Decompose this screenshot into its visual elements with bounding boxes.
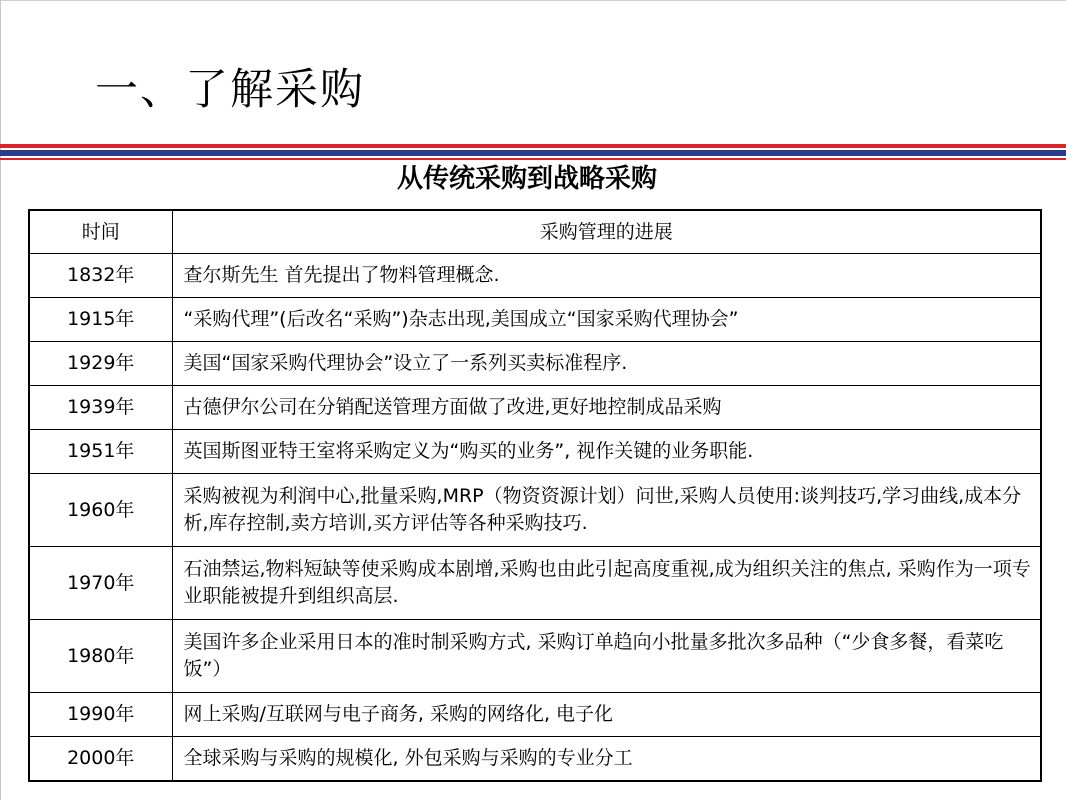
slide-title: 一、了解采购 <box>95 65 365 115</box>
event-cell: 石油禁运,物料短缺等使采购成本剧增,采购也由此引起高度重视,成为组织关注的焦点, 采购作为一项专业职能被提升到组织高层. <box>172 547 1041 620</box>
table-header-row <box>29 210 1041 254</box>
year-cell: 1939年 <box>29 386 172 430</box>
table-row <box>29 254 1041 298</box>
table-row <box>29 693 1041 737</box>
table-row <box>29 386 1041 430</box>
table-row <box>29 620 1041 693</box>
title-underline-navy <box>0 150 1066 156</box>
year-cell: 1960年 <box>29 474 172 547</box>
year-cell: 1915年 <box>29 298 172 342</box>
event-cell: 美国“国家采购代理协会”设立了一系列买卖标准程序. <box>172 342 1041 386</box>
slide-left-border <box>0 0 1 800</box>
event-cell: “采购代理”(后改名“采购”)杂志出现,美国成立“国家采购代理协会” <box>172 298 1041 342</box>
year-cell: 1990年 <box>29 693 172 737</box>
event-cell: 全球采购与采购的规模化, 外包采购与采购的专业分工 <box>172 737 1041 782</box>
table-subtitle: 从传统采购到战略采购 <box>396 164 657 194</box>
procurement-history-table <box>28 209 1042 782</box>
header-progress: 采购管理的进展 <box>172 210 1041 254</box>
year-cell: 1970年 <box>29 547 172 620</box>
event-cell: 古德伊尔公司在分销配送管理方面做了改进,更好地控制成品采购 <box>172 386 1041 430</box>
year-cell: 1980年 <box>29 620 172 693</box>
title-underline-red-top <box>0 144 1066 148</box>
year-cell: 2000年 <box>29 737 172 782</box>
table-row <box>29 298 1041 342</box>
table-row <box>29 342 1041 386</box>
table-row <box>29 737 1041 782</box>
event-cell: 查尔斯先生 首先提出了物料管理概念. <box>172 254 1041 298</box>
year-cell: 1929年 <box>29 342 172 386</box>
event-cell: 美国许多企业采用日本的准时制采购方式, 采购订单趋向小批量多批次多品种（“少食多餐，看菜吃饭”） <box>172 620 1041 693</box>
year-cell: 1951年 <box>29 430 172 474</box>
event-cell: 英国斯图亚特王室将采购定义为“购买的业务”, 视作关键的业务职能. <box>172 430 1041 474</box>
table-row <box>29 430 1041 474</box>
event-cell: 采购被视为利润中心,批量采购,MRP（物资资源计划）问世,采购人员使用:谈判技巧,学习曲线,成本分析,库存控制,卖方培训,买方评估等各种采购技巧. <box>172 474 1041 547</box>
table-row <box>29 547 1041 620</box>
table-row <box>29 474 1041 547</box>
year-cell: 1832年 <box>29 254 172 298</box>
header-time: 时间 <box>29 210 172 254</box>
event-cell: 网上采购/互联网与电子商务, 采购的网络化, 电子化 <box>172 693 1041 737</box>
slide-top-border <box>0 0 1066 1</box>
